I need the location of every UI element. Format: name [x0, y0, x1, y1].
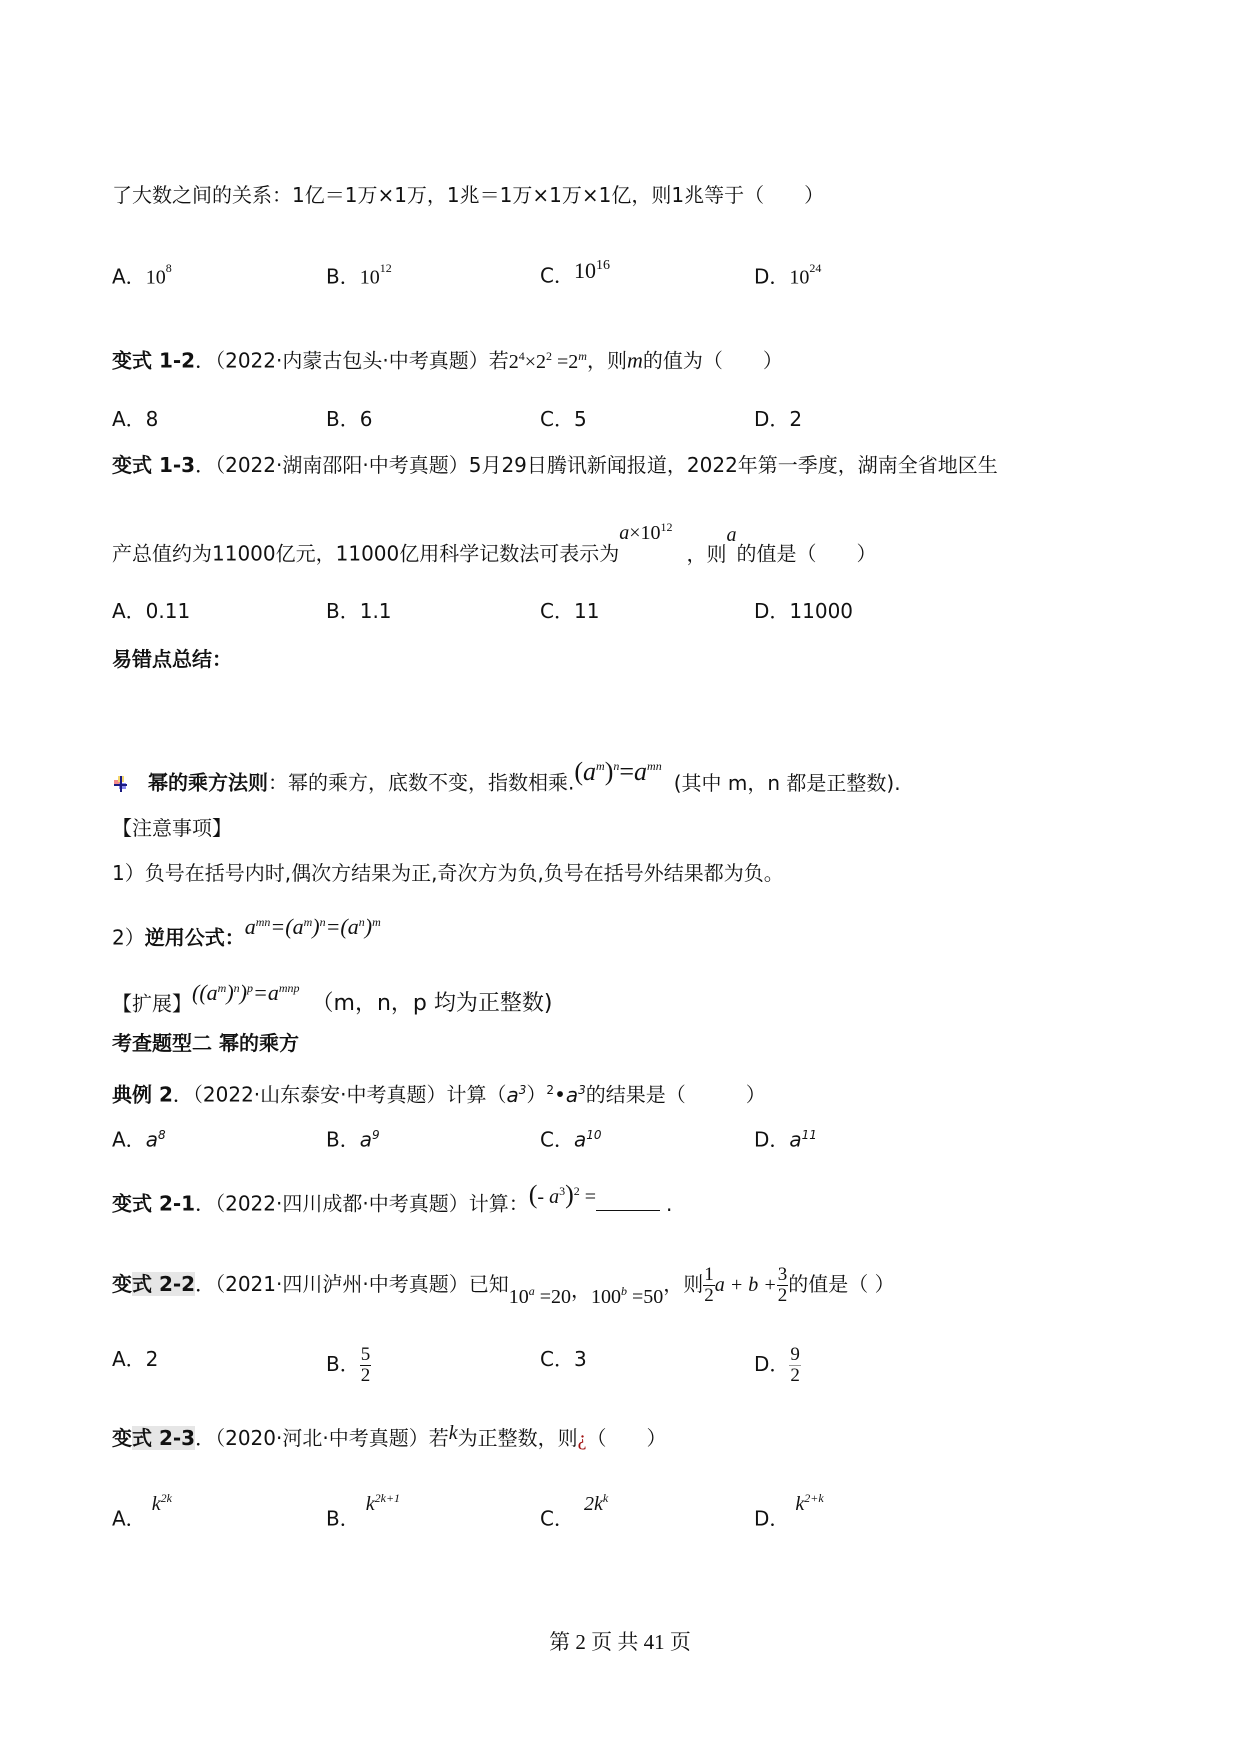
- question-1-1-text: 了大数之间的关系：1亿＝1万×1万，1兆＝1万×1万×1亿，则1兆等于（ ）: [112, 183, 825, 207]
- question-title: 变式 1-2: [112, 348, 196, 373]
- power-rule: 幂的乘方法则：幂的乘方，底数不变，指数相乘$.(a^m)^n=a^{mn}$(其中 m，n 都是正整数).: [112, 762, 901, 797]
- answer-blank[interactable]: [596, 1190, 660, 1211]
- option-b[interactable]: B．6: [326, 407, 373, 431]
- question-1-2: 变式 1-2．（2022·内蒙古包头·中考真题）若$2^4\times 2^2 =2^m$，则m的值为（ ）: [112, 347, 783, 373]
- fraction-half: $\frac{1}{2}$: [704, 1264, 714, 1306]
- inverse-formula: $a^{mn}=(a^m)^n=(a^n)^m$: [244, 914, 381, 940]
- option-b[interactable]: B．1.1: [326, 599, 392, 623]
- option-a[interactable]: A．$10^8$: [112, 261, 172, 289]
- example-2-options: [112, 1121, 1112, 1161]
- equation: $2^4\times 2^2 =2^m$: [508, 349, 587, 373]
- option-d[interactable]: D．2: [754, 407, 803, 431]
- option-a[interactable]: A．2: [112, 1347, 159, 1371]
- expression: (- $a^3)^2$ =: [528, 1179, 597, 1209]
- option-c[interactable]: C．5: [540, 407, 587, 431]
- note-item-1: 1）负号在括号内时,偶次方结果为正,奇次方为负,负号在括号外结果都为负。: [112, 861, 784, 885]
- question-1-3-line2: 产总值约为11000亿元，11000亿用科学记数法可表示为$a\times 10^{12}$，则a的值是（ ）: [112, 520, 877, 566]
- rule-title: 幂的乘方法则: [148, 770, 268, 795]
- question-2-3-options: [112, 1491, 1112, 1540]
- option-b[interactable]: B． $\frac{5}{2}$: [326, 1344, 371, 1386]
- option-c[interactable]: C．$a^{10}$: [540, 1127, 602, 1152]
- extension-formula: $((a^m)^n)^p=a^{mnp}$: [192, 980, 300, 1006]
- option-a[interactable]: A．$a^8$: [112, 1127, 166, 1152]
- question-2-2: 变式 2-2．（2021·四川泸州·中考真题）已知$10^a =20$，$100^b =50$，则 $\frac{1}{2}$ a + b + $\frac{3}{2}$ 的值是（ ）: [112, 1264, 895, 1308]
- option-b[interactable]: B．$10^{12}$: [326, 261, 392, 289]
- extension: 【扩展】$((a^m)^n)^p=a^{mnp}(m$，n，p 均为正整数): [112, 980, 553, 1017]
- option-c[interactable]: C．$2k^k$: [540, 1491, 609, 1531]
- question-2-2-options: [112, 1345, 1112, 1385]
- option-a[interactable]: A．0.11: [112, 599, 191, 623]
- question-1-1-options: [112, 258, 1112, 298]
- option-d[interactable]: D．11000: [754, 599, 854, 623]
- option-b[interactable]: B．$k^{2k+1}$: [326, 1491, 401, 1531]
- question-2-3: 变式 2-3．（2020·河北·中考真题）若k为正整数，则¿（ ）: [112, 1422, 667, 1450]
- question-title: 变式 1-3: [112, 453, 196, 477]
- error-summary-label: 易错点总结：: [112, 647, 232, 671]
- option-d[interactable]: D．$k^{2+k}$: [754, 1491, 824, 1531]
- page-footer: 第 2 页 共 41 页: [549, 1630, 691, 1654]
- option-a[interactable]: A．8: [112, 407, 159, 431]
- option-d[interactable]: D．$10^{24}$: [754, 261, 822, 289]
- option-d[interactable]: D． $\frac{9}{2}$: [754, 1344, 800, 1386]
- rule-formula: $(a^m)^n=a^{mn}$: [574, 756, 662, 786]
- question-2-1: 变式 2-1．（2022·四川成都·中考真题）计算：(- $a^3)^2$ = .: [112, 1179, 673, 1216]
- scientific-notation: $a\times 10^{12}$: [619, 520, 673, 544]
- notes-heading: 【注意事项】: [112, 816, 232, 840]
- option-c[interactable]: C．11: [540, 599, 600, 623]
- option-a[interactable]: A．$k^{2k}$: [112, 1491, 172, 1531]
- option-c[interactable]: C．3: [540, 1347, 587, 1371]
- option-d[interactable]: D．$a^{11}$: [754, 1127, 817, 1152]
- example-2: 典例 2．（2022·山东泰安·中考真题）计算$(a^3)^2•a^3$的结果是（ ）: [112, 1082, 766, 1107]
- section-title: 考查题型二 幂的乘方: [112, 1031, 299, 1055]
- condition-1: $10^a =20$: [508, 1284, 572, 1308]
- question-1-3-options: [112, 597, 1112, 637]
- question-1-2-options: [112, 405, 1112, 445]
- fraction-three-half: $\frac{3}{2}$: [777, 1264, 788, 1306]
- bullet-icon: [112, 776, 128, 792]
- option-c[interactable]: C．$10^{16}$: [540, 257, 610, 288]
- option-b[interactable]: B．$a^9$: [326, 1127, 380, 1152]
- note-item-2: 2）逆用公式：$a^{mn}=(a^m)^n=(a^n)^m$: [112, 914, 381, 950]
- question-1-3-line1: 变式 1-3．（2022·湖南邵阳·中考真题）5月29日腾讯新闻报道，2022年第一季度，湖南全省地区生: [112, 453, 998, 477]
- condition-2: $100^b =50$: [591, 1284, 664, 1308]
